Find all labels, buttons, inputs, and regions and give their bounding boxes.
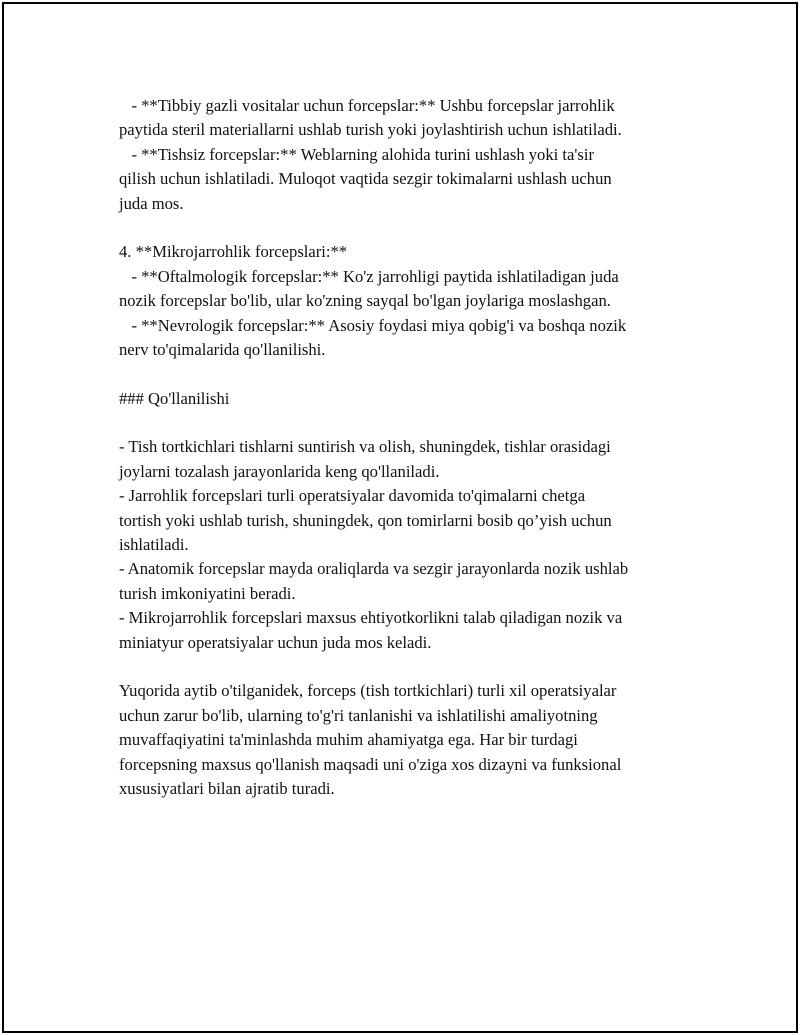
text-line: qilish uchun ishlatiladi. Muloqot vaqtida sezgir tokimalarni ushlash uchun	[119, 169, 612, 189]
text-line: miniatyur operatsiyalar uchun juda mos keladi.	[119, 632, 432, 652]
text-line: turish imkoniyatini beradi.	[119, 583, 296, 603]
heading-line: ### Qo'llanilishi	[119, 388, 230, 408]
paragraph-usage-list	[119, 435, 699, 655]
text-line: - Anatomik forcepslar mayda oraliqlarda va sezgir jarayonlarda nozik ushlab	[119, 559, 629, 579]
blank-line	[119, 362, 699, 386]
blank-line	[119, 216, 699, 240]
text-line: nerv to'qimalarida qo'llanilishi.	[119, 339, 326, 359]
text-line: nozik forcepslar bo'lib, ular ko'zning sayqal bo'lgan joylariga moslashgan.	[119, 291, 611, 311]
text-line: - **Tibbiy gazli vositalar uchun forcepslar:** Ushbu forcepslar jarrohlik	[119, 96, 615, 115]
text-line: - **Nevrologik forcepslar:** Asosiy foydasi miya qobig'i va boshqa nozik	[119, 315, 627, 335]
text-line: xususiyatlari bilan ajratib turadi.	[119, 778, 335, 798]
text-line: paytida steril materiallarni ushlab turish yoki joylashtirish uchun ishlatiladi.	[119, 120, 622, 140]
paragraph-conclusion	[119, 679, 699, 801]
section-heading	[119, 387, 699, 411]
paragraph-forceps-types	[119, 94, 699, 216]
blank-line	[119, 411, 699, 435]
text-line: Yuqorida aytib o'tilganidek, forceps (tish tortkichlari) turli xil operatsiyalar	[119, 681, 617, 701]
text-line: ishlatiladi.	[119, 535, 189, 555]
text-line: tortish yoki ushlab turish, shuningdek, qon tomirlarni bosib qo’yish uchun	[119, 510, 612, 530]
text-line: - Mikrojarrohlik forcepslari maxsus ehtiyotkorlikni talab qiladigan nozik va	[119, 608, 623, 628]
text-line: joylarni tozalash jarayonlarida keng qo'llaniladi.	[119, 461, 440, 481]
text-line: 4. **Mikrojarrohlik forcepslari:**	[119, 242, 348, 262]
text-line: juda mos.	[119, 193, 184, 213]
text-line: - **Oftalmologik forcepslar:** Ko'z jarrohligi paytida ishlatiladigan juda	[119, 266, 619, 286]
text-line: - Jarrohlik forcepslari turli operatsiyalar davomida to'qimalarni chetga	[119, 486, 586, 506]
blank-line	[119, 655, 699, 679]
text-line: - Tish tortkichlari tishlarni suntirish va olish, shuningdek, tishlar orasidagi	[119, 437, 611, 457]
text-line: - **Tishsiz forcepslar:** Weblarning alohida turini ushlash yoki ta'sir	[119, 144, 594, 164]
text-line: forcepsning maxsus qo'llanish maqsadi uni o'ziga xos dizayni va funksional	[119, 754, 622, 774]
page-frame	[2, 2, 798, 1033]
text-line: uchun zarur bo'lib, ularning to'g'ri tanlanishi va ishlatilishi amaliyotning	[119, 705, 598, 725]
text-line: muvaffaqiyatini ta'minlashda muhim ahamiyatga ega. Har bir turdagi	[119, 730, 578, 750]
document-body	[119, 94, 699, 801]
paragraph-microsurgery	[119, 240, 699, 362]
